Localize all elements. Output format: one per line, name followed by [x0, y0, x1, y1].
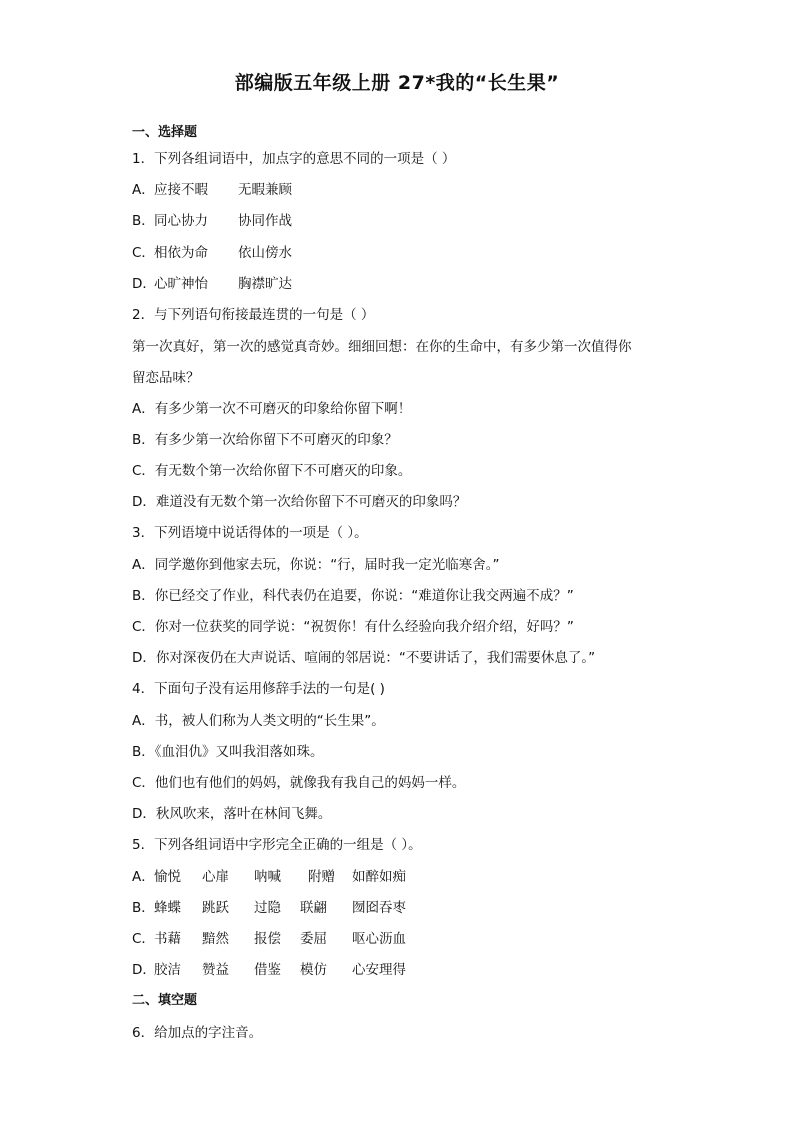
question-2-passage-line: 留恋品味？ — [132, 370, 200, 386]
option-word: 跳跃 — [202, 900, 229, 916]
option-word: 同心协力 — [154, 213, 208, 229]
option-word: 附赠 — [308, 869, 335, 885]
option-letter: B． — [132, 213, 155, 229]
option-word: 无暇兼顾 — [238, 182, 292, 198]
option-word: 心扉 — [202, 869, 229, 885]
question-2-option-b: B．有多少第一次给你留下不可磨灭的印象？ — [132, 432, 398, 448]
question-2-option-a: A．有多少第一次不可磨灭的印象给你留下啊！ — [132, 401, 412, 417]
question-4-option-b: B．《血泪仇》又叫我泪落如珠。 — [132, 744, 324, 760]
question-4-option-a: A．书，被人们称为人类文明的“长生果”。 — [132, 713, 385, 729]
question-2-option-c: C．有无数个第一次给你留下不可磨灭的印象。 — [132, 463, 412, 479]
option-word: 呕心沥血 — [352, 931, 406, 947]
option-word: 心安理得 — [352, 962, 406, 978]
question-2-passage-line: 第一次真好，第一次的感觉真奇妙。细细回想：在你的生命中，有多少第一次值得你 — [132, 339, 632, 355]
section-heading-fill: 二、填空题 — [132, 993, 198, 1008]
question-3-option-b: B．你已经交了作业，科代表仍在追要，你说：“难道你让我交两遍不成？” — [132, 588, 574, 604]
question-4-option-d: D．秋风吹来，落叶在林间飞舞。 — [132, 806, 332, 822]
option-word: 委屈 — [300, 931, 327, 947]
option-word: 协同作战 — [238, 213, 292, 229]
question-3-option-c: C．你对一位获奖的同学说：“祝贺你！有什么经验向我介绍介绍，好吗？” — [132, 619, 574, 635]
question-1-option-a — [132, 181, 292, 199]
option-word: 呐喊 — [254, 869, 281, 885]
option-word: 囫囵吞枣 — [352, 900, 406, 916]
question-3-option-a: A．同学邀你到他家去玩，你说：“行，届时我一定光临寒舍。” — [132, 557, 500, 573]
question-1-option-d — [132, 275, 292, 293]
page-title: 部编版五年级上册 27*我的“长生果” — [234, 72, 560, 94]
question-1-option-b — [132, 212, 292, 230]
option-letter: A． — [132, 182, 155, 198]
question-5-option-b — [132, 899, 406, 917]
option-word: 黯然 — [202, 931, 229, 947]
option-letter: C． — [132, 931, 155, 947]
option-letter: D． — [132, 276, 156, 292]
question-6-stem: 6．给加点的字注音。 — [132, 1025, 263, 1041]
option-word: 赞益 — [202, 962, 229, 978]
question-5-option-a — [132, 868, 406, 886]
option-word: 书藉 — [154, 931, 181, 947]
option-letter: A． — [132, 869, 155, 885]
option-word: 蜂蝶 — [154, 900, 181, 916]
option-word: 相依为命 — [154, 245, 208, 261]
option-word: 依山傍水 — [238, 245, 292, 261]
option-word: 应接不暇 — [154, 182, 208, 198]
option-word: 借鉴 — [254, 962, 281, 978]
question-4-stem: 4．下面句子没有运用修辞手法的一句是( ) — [132, 681, 385, 697]
option-word: 胸襟旷达 — [238, 276, 292, 292]
question-2-option-d: D．难道没有无数个第一次给你留下不可磨灭的印象吗？ — [132, 494, 467, 510]
question-2-stem: 2．与下列语句衔接最连贯的一句是（ ） — [132, 307, 375, 323]
question-4-option-c: C．他们也有他们的妈妈，就像我有我自己的妈妈一样。 — [132, 775, 466, 791]
question-5-stem: 5．下列各组词语中字形完全正确的一组是（ ）。 — [132, 837, 422, 853]
question-3-stem: 3．下列语境中说话得体的一项是（ ）。 — [132, 525, 368, 541]
option-word: 愉悦 — [154, 869, 181, 885]
question-3-option-d: D．你对深夜仍在大声说话、喧闹的邻居说：“不要讲话了，我们需要休息了。” — [132, 650, 596, 666]
question-1-stem: 1．下列各组词语中，加点字的意思不同的一项是（ ） — [132, 151, 456, 167]
option-letter: B． — [132, 900, 155, 916]
question-5-option-d — [132, 961, 406, 979]
option-word: 报偿 — [254, 931, 281, 947]
question-1-option-c — [132, 244, 292, 262]
option-letter: D． — [132, 962, 156, 978]
section-heading-choice: 一、选择题 — [132, 125, 198, 140]
option-word: 模仿 — [300, 962, 327, 978]
option-word: 心旷神怡 — [154, 276, 208, 292]
question-5-option-c — [132, 930, 406, 948]
option-letter: C． — [132, 245, 155, 261]
option-word: 如醉如痴 — [352, 869, 406, 885]
option-word: 联翩 — [300, 900, 327, 916]
option-word: 胶洁 — [154, 962, 181, 978]
option-word: 过隐 — [254, 900, 281, 916]
